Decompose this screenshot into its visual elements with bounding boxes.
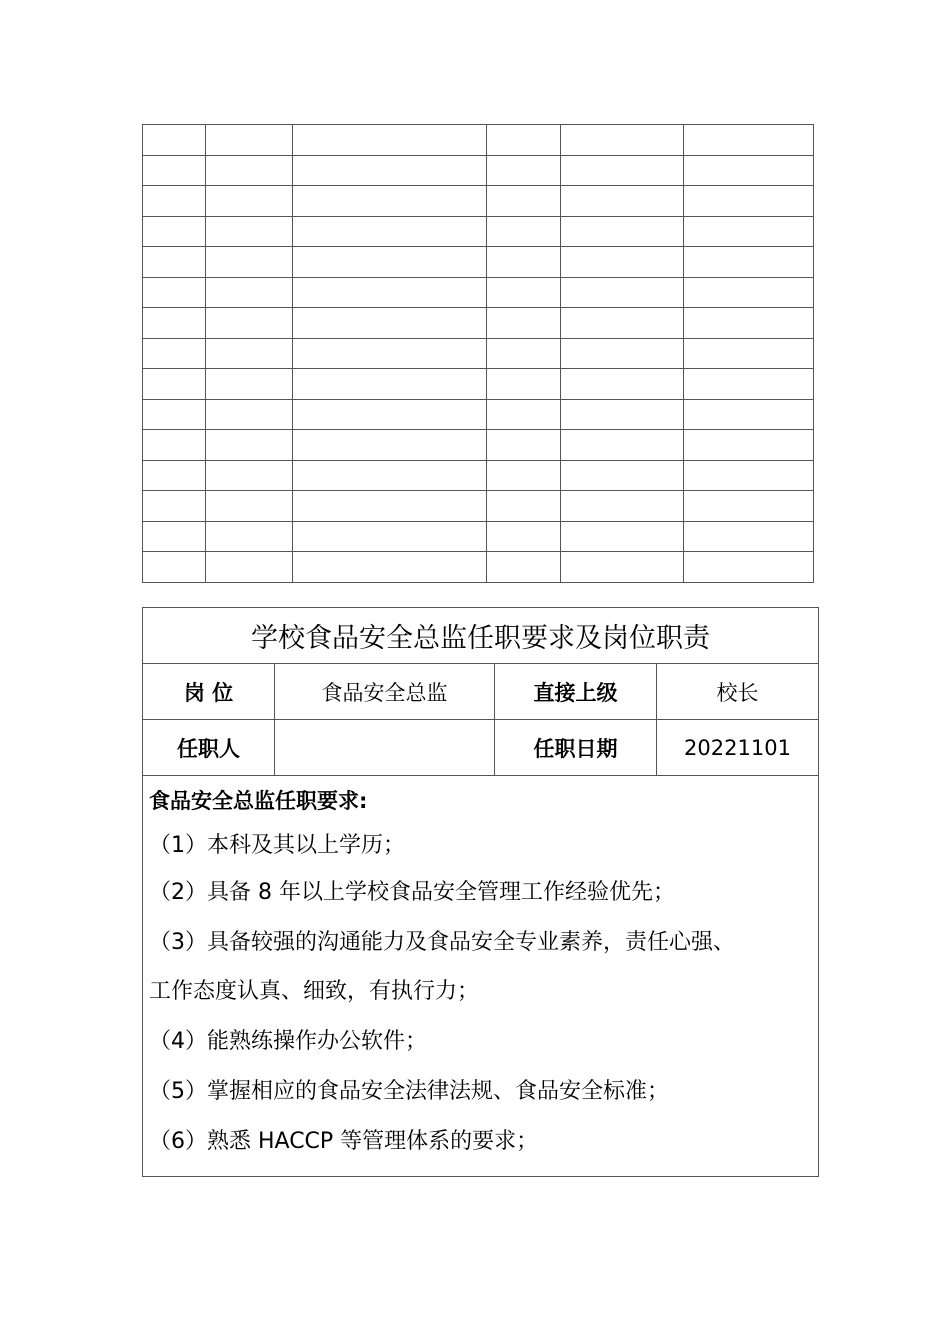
- grid-row: [143, 430, 814, 461]
- requirement-item: （4）能熟练操作办公软件；: [149, 1029, 427, 1055]
- requirements-heading: 食品安全总监任职要求:: [149, 789, 368, 813]
- grid-cell: [684, 216, 814, 247]
- grid-cell: [293, 125, 487, 156]
- grid-cell: [684, 155, 814, 186]
- grid-cell: [487, 491, 561, 522]
- grid-cell: [487, 125, 561, 156]
- grid-cell: [206, 308, 293, 339]
- requirement-item: 工作态度认真、细致，有执行力；: [149, 979, 480, 1005]
- grid-cell: [487, 308, 561, 339]
- grid-cell: [487, 155, 561, 186]
- grid-cell: [561, 460, 684, 491]
- grid-cell: [206, 552, 293, 583]
- grid-cell: [206, 430, 293, 461]
- holder-row: [143, 720, 819, 776]
- requirement-item: （1）本科及其以上学历；: [149, 833, 405, 858]
- grid-cell: [293, 491, 487, 522]
- grid-cell: [561, 125, 684, 156]
- grid-row: [143, 552, 814, 583]
- requirement-item: （6）熟悉 HACCP 等管理体系的要求；: [149, 1128, 539, 1154]
- requirements-row: [143, 776, 819, 1177]
- superior-value: 校长: [657, 664, 819, 720]
- grid-cell: [206, 521, 293, 552]
- grid-cell: [684, 369, 814, 400]
- grid-cell: [293, 308, 487, 339]
- table-title: 学校食品安全总监任职要求及岗位职责: [143, 608, 819, 664]
- grid-cell: [206, 186, 293, 217]
- grid-row: [143, 399, 814, 430]
- grid-cell: [143, 460, 206, 491]
- grid-cell: [293, 216, 487, 247]
- grid-cell: [684, 399, 814, 430]
- grid-cell: [143, 338, 206, 369]
- grid-cell: [487, 338, 561, 369]
- grid-cell: [561, 552, 684, 583]
- grid-cell: [684, 552, 814, 583]
- grid-cell: [684, 125, 814, 156]
- grid-cell: [143, 277, 206, 308]
- grid-row: [143, 460, 814, 491]
- grid-cell: [293, 552, 487, 583]
- grid-cell: [206, 125, 293, 156]
- grid-cell: [487, 430, 561, 461]
- grid-cell: [206, 277, 293, 308]
- grid-cell: [293, 338, 487, 369]
- grid-cell: [293, 521, 487, 552]
- grid-cell: [206, 369, 293, 400]
- post-row: [143, 664, 819, 720]
- grid-cell: [293, 277, 487, 308]
- grid-cell: [561, 155, 684, 186]
- grid-cell: [684, 430, 814, 461]
- grid-row: [143, 338, 814, 369]
- grid-cell: [561, 277, 684, 308]
- empty-grid-table: [142, 124, 814, 583]
- grid-cell: [293, 247, 487, 278]
- grid-cell: [206, 399, 293, 430]
- requirement-item: （5）掌握相应的食品安全法律法规、食品安全标准；: [149, 1078, 669, 1104]
- grid-cell: [487, 186, 561, 217]
- grid-row: [143, 491, 814, 522]
- requirement-item: （2）具备 8 年以上学校食品安全管理工作经验优先；: [149, 880, 675, 905]
- grid-cell: [293, 460, 487, 491]
- holder-label: 任职人: [143, 720, 275, 776]
- post-label: 岗 位: [143, 664, 275, 720]
- grid-cell: [143, 155, 206, 186]
- grid-cell: [561, 430, 684, 461]
- grid-cell: [293, 369, 487, 400]
- grid-cell: [561, 216, 684, 247]
- grid-cell: [561, 338, 684, 369]
- holder-value: [275, 720, 495, 776]
- grid-cell: [487, 369, 561, 400]
- grid-cell: [684, 491, 814, 522]
- grid-cell: [487, 521, 561, 552]
- grid-row: [143, 521, 814, 552]
- grid-cell: [143, 430, 206, 461]
- grid-cell: [206, 216, 293, 247]
- grid-row: [143, 216, 814, 247]
- grid-cell: [561, 399, 684, 430]
- grid-cell: [561, 186, 684, 217]
- grid-cell: [143, 399, 206, 430]
- requirement-item: （3）具备较强的沟通能力及食品安全专业素养，责任心强、: [149, 929, 735, 955]
- grid-cell: [561, 369, 684, 400]
- grid-cell: [487, 399, 561, 430]
- grid-cell: [684, 277, 814, 308]
- grid-cell: [143, 125, 206, 156]
- grid-cell: [293, 430, 487, 461]
- grid-cell: [561, 308, 684, 339]
- grid-cell: [561, 521, 684, 552]
- grid-cell: [143, 247, 206, 278]
- grid-row: [143, 247, 814, 278]
- grid-row: [143, 308, 814, 339]
- grid-row: [143, 369, 814, 400]
- grid-cell: [293, 186, 487, 217]
- grid-cell: [684, 308, 814, 339]
- grid-cell: [487, 552, 561, 583]
- empty-grid-body: [143, 125, 814, 583]
- grid-cell: [487, 277, 561, 308]
- superior-label: 直接上级: [495, 664, 657, 720]
- grid-cell: [143, 491, 206, 522]
- job-spec-table: [142, 607, 819, 1177]
- grid-cell: [487, 460, 561, 491]
- grid-cell: [684, 460, 814, 491]
- grid-cell: [143, 186, 206, 217]
- grid-cell: [206, 338, 293, 369]
- grid-cell: [684, 338, 814, 369]
- grid-cell: [561, 491, 684, 522]
- requirements-cell: [143, 776, 819, 1177]
- grid-cell: [206, 247, 293, 278]
- grid-cell: [487, 216, 561, 247]
- grid-cell: [206, 491, 293, 522]
- post-value: 食品安全总监: [275, 664, 495, 720]
- grid-cell: [143, 552, 206, 583]
- grid-cell: [293, 399, 487, 430]
- grid-cell: [206, 460, 293, 491]
- date-label: 任职日期: [495, 720, 657, 776]
- grid-row: [143, 186, 814, 217]
- grid-cell: [143, 216, 206, 247]
- grid-cell: [143, 308, 206, 339]
- title-row: [143, 608, 819, 664]
- grid-row: [143, 277, 814, 308]
- grid-cell: [206, 155, 293, 186]
- grid-cell: [561, 247, 684, 278]
- grid-cell: [684, 247, 814, 278]
- grid-cell: [293, 155, 487, 186]
- grid-cell: [143, 369, 206, 400]
- grid-cell: [143, 521, 206, 552]
- grid-row: [143, 155, 814, 186]
- date-value: 20221101: [657, 720, 819, 776]
- grid-cell: [684, 186, 814, 217]
- grid-row: [143, 125, 814, 156]
- grid-cell: [487, 247, 561, 278]
- grid-cell: [684, 521, 814, 552]
